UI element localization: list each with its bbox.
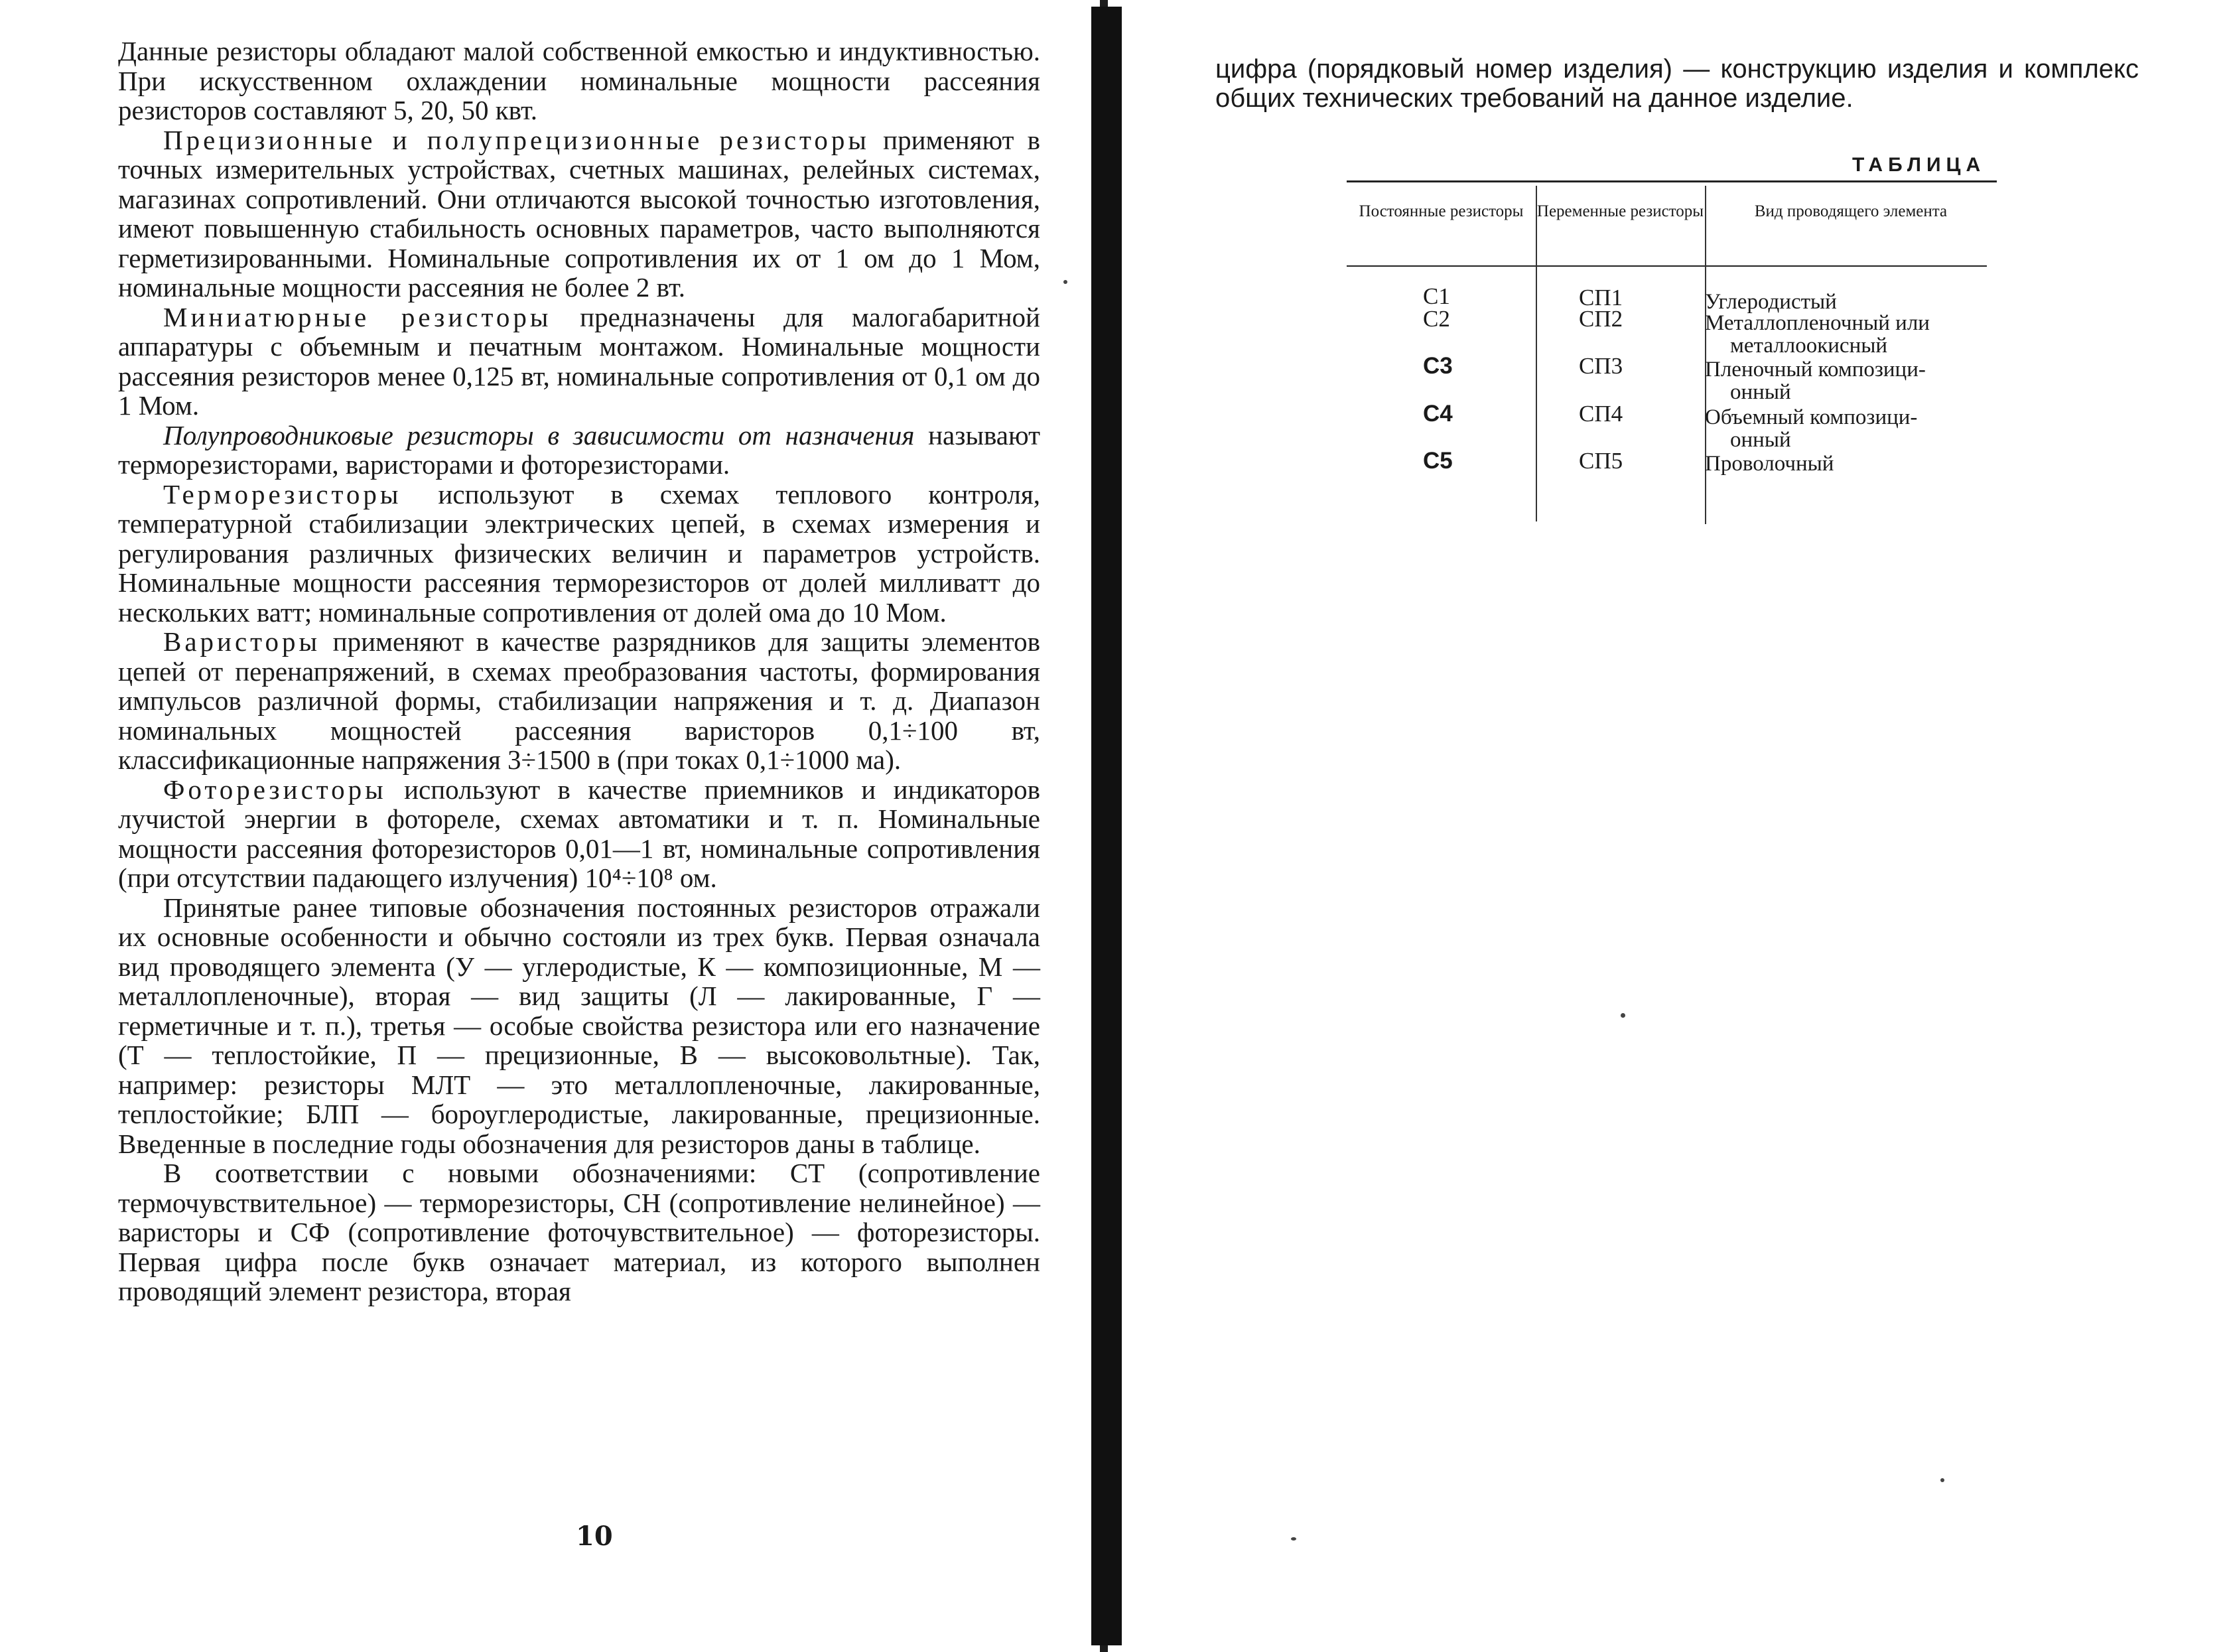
term-varistors: Варисторы [163,626,321,657]
cell-description [1705,452,1997,475]
paragraph-miniature [118,303,1040,421]
scan-speck [1063,280,1067,284]
header-variable-resistors: Переменные резисторы [1536,202,1704,220]
paragraph-text: применяют в точных измерительных устройствах, счетных машинах, релейных системах, магазинах сопротивлений. Они отличаются высокой точностью изготовления, имеют повышенную стабильность основных параметров, часто выполняются герметизированными. Номинальные сопротивления их от 1 ом до 1 Мом, номинальные мощности рассеяния не более 2 вт. [118,124,1040,303]
term-thermistors: Терморезисторы [163,478,402,510]
paragraph-thermistors [118,480,1040,628]
cell-description [1705,406,1997,451]
paragraph-varistors [118,627,1040,775]
header-fixed-resistors: Постоянные резисторы [1359,202,1524,220]
description-line: металлоокисный [1730,334,1888,358]
cell-description [1705,358,1997,403]
continuation-text: цифра (порядковый номер изделия) — конструкцию изделия и комплекс общих технических требований на данное изделие. [1215,54,2139,113]
paragraph-new-designations [118,1158,1040,1306]
left-page [0,0,1088,1652]
cell-description [1705,312,1997,357]
scan-speck [1940,1478,1944,1482]
paragraph-text: используют в схемах теплового контроля, температурной стабилизации электрических цепей, в схемах измерения и регулирования различных физических величин и параметров устройств. Номинальные мощности рассеяния терморезисторов от долей милливатт до нескольких ватт; номинальные сопротивления от долей ома до 10 Мом. [118,478,1040,628]
description-line: онный [1730,428,1791,452]
description-line: Проволочный [1705,452,1834,476]
cell-fixed: С2 [1423,306,1450,332]
cell-fixed: С5 [1423,448,1453,474]
description-line: Металлопленочный или [1705,311,1930,335]
table-top-rule [1347,180,1997,182]
resistor-designation-table [1347,179,1997,524]
book-spine [1091,7,1122,1645]
scan-speck [1621,1013,1625,1018]
term-semiconductor: Полупроводниковые резисторы в зависимости от назначения [163,419,915,450]
paragraph-text: называют терморезисторами, варисторами и фоторезисторами. [118,419,1041,480]
table-column-divider [1536,186,1537,521]
page-number: 10 [576,1521,613,1552]
description-line: онный [1730,380,1791,404]
paragraph-1 [118,36,1040,125]
paragraph-text: используют в качестве приемников и индикаторов лучистой энергии в фотореле, схемах автоматики и т. п. Номинальные мощности рассеяния фоторезисторов 0,01—1 вт, номинальные сопротивления (при отсутствии падающего излучения) 10⁴÷10⁸ ом. [118,774,1040,893]
cell-description [1705,291,1997,313]
cell-fixed: С1 [1423,283,1450,309]
paragraph-old-designations [118,893,1040,1159]
cell-fixed: С3 [1423,353,1453,379]
header-element-type: Вид проводящего элемента [1754,202,1948,220]
cell-fixed: С4 [1423,401,1453,427]
cell-variable: СП3 [1579,353,1623,379]
table-header-rule [1347,265,1987,267]
description-line: Объемный композици- [1705,405,1918,429]
paragraph-photoresistors [118,775,1040,893]
left-page-text [118,36,1040,1306]
right-page-continuation [1215,54,2139,113]
cell-variable: СП5 [1579,448,1623,474]
cell-variable: СП4 [1579,401,1623,427]
paragraph-text: Данные резисторы обладают малой собственной емкостью и индуктивностью. При искусственном охлаждении номинальные мощности рассеяния резисторов составляют 5, 20, 50 квт. [118,36,1040,125]
paragraph-text: В соответствии с новыми обозначениями: СТ (сопротивление термочувствительное) — терморезисторы, СН (сопротивление нелинейное) — варисторы и СФ (сопротивление фоточувствительное) — фоторезисторы. Первая цифра после букв означает материал, из которого выполнен проводящий элемент резистора, вторая [118,1158,1040,1306]
paragraph-semiconductor [118,421,1040,480]
paragraph-text: Принятые ранее типовые обозначения постоянных резисторов отражали их основные особенности и обычно состояли из трех букв. Первая означала вид проводящего элемента (У — углеродистые, К — композиционные, М — металлопленочные), вторая — вид защиты (Л — лакированные, Г — герметичные и т. п.), третья — особые свойства резистора или его назначение (Т — теплостойкие, П — прецизионные, В — высоковольтные). Так, например: резисторы МЛТ — это металлопленочные, лакированные, теплостойкие; БЛП — бороуглеродистые, лакированные, прецизионные. Введенные в последние годы обозначения для резисторов даны в таблице. [118,892,1040,1159]
table-title: ТАБЛИЦА [1852,154,1986,176]
description-line: Углеродистый [1705,290,1837,314]
term-photoresistors: Фоторезисторы [163,774,387,805]
cell-variable: СП2 [1579,306,1623,332]
term-precision: Прецизионные и полупрецизионные резисторы [163,124,870,155]
cell-variable: СП1 [1579,285,1623,310]
paragraph-precision [118,125,1040,303]
term-miniature: Миниатюрные резисторы [163,301,552,332]
scan-speck [1291,1537,1296,1541]
paragraph-text: предназначены для малогабаритной аппаратуры с объемным и печатным монтажом. Номинальные мощности рассеяния резисторов менее 0,125 вт, номинальные сопротивления от 0,1 ом до 1 Мом. [118,301,1040,421]
paragraph-text: применяют в качестве разрядников для защиты элементов цепей от перенапряжений, в схемах преобразования частоты, формирования импульсов различной формы, стабилизации напряжения и т. д. Диапазон номинальных мощностей рассеяния варисторов 0,1÷100 вт, классификационные напряжения 3÷1500 в (при токах 0,1÷1000 ма). [118,626,1040,775]
description-line: Пленочный композици- [1705,358,1926,381]
